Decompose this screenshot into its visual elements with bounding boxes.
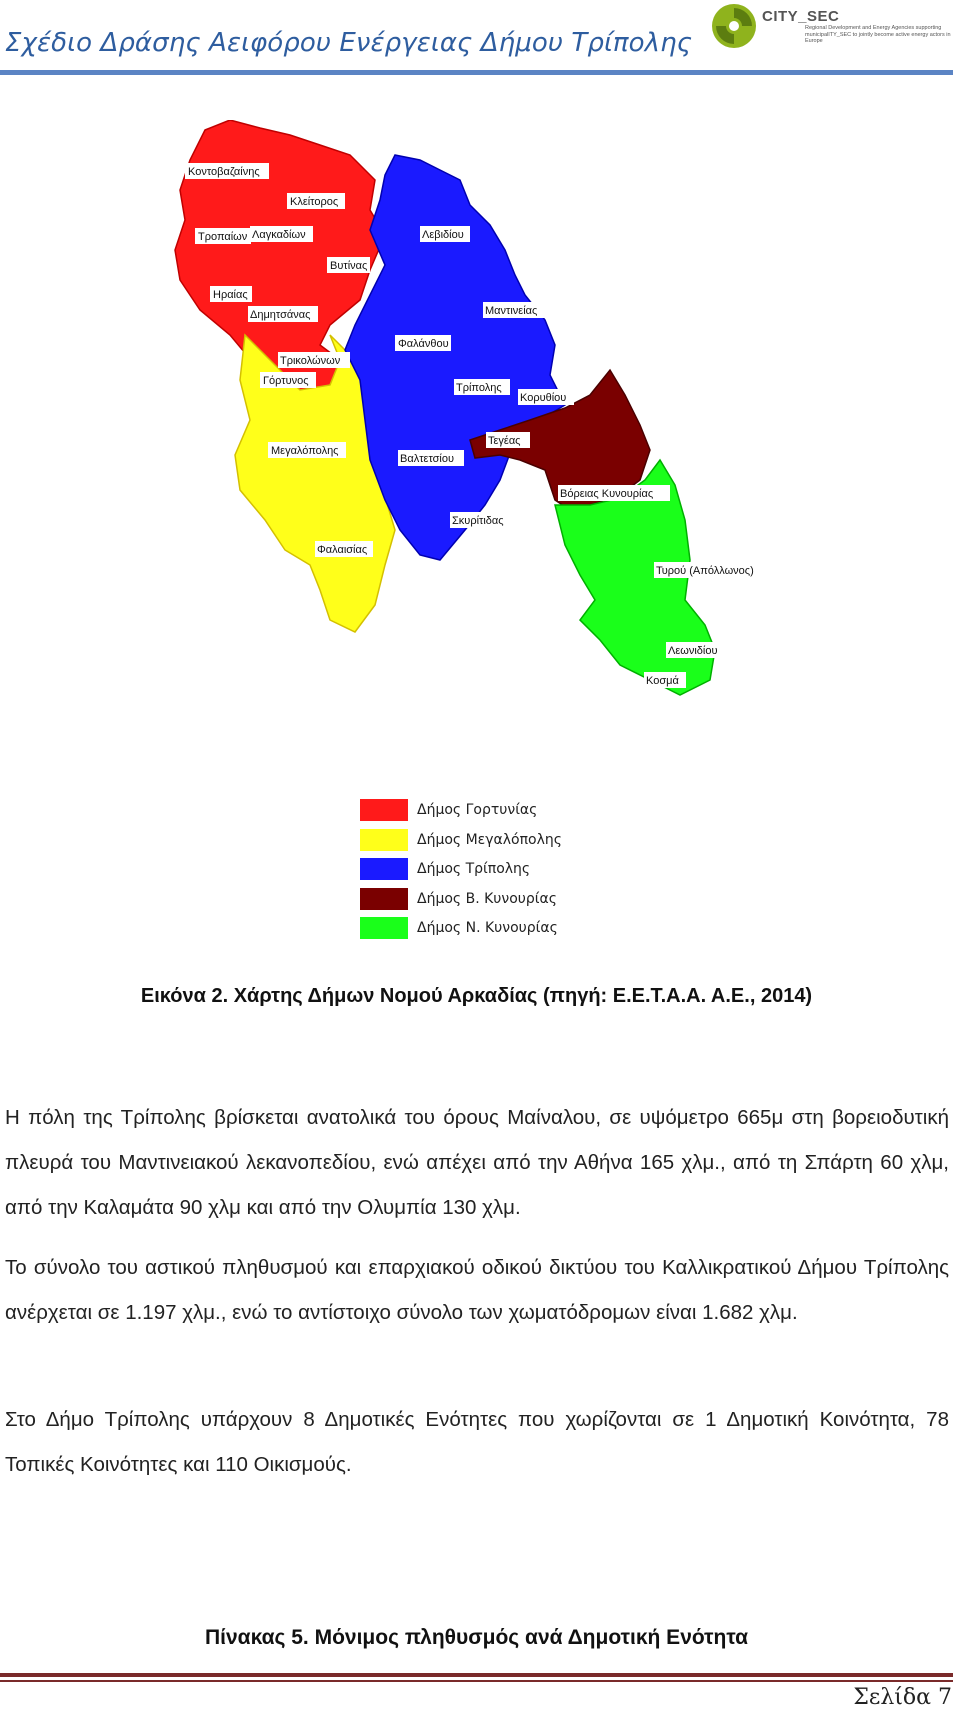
legend-swatch-tripoli bbox=[360, 858, 408, 880]
svg-text:Φαλαισίας: Φαλαισίας bbox=[317, 544, 368, 556]
legend-label-megalopoli: Δήμος Μεγαλόπολης bbox=[417, 831, 562, 848]
city-sec-emblem-icon bbox=[710, 2, 758, 50]
svg-text:Φαλάνθου: Φαλάνθου bbox=[398, 338, 449, 350]
label-levidiou bbox=[420, 226, 470, 242]
svg-text:Τρικολώνων: Τρικολώνων bbox=[280, 355, 341, 367]
logo-name: CITY_SEC bbox=[762, 8, 840, 25]
legend-swatch-voreia-kynouria bbox=[360, 888, 408, 910]
legend-label-gortynia: Δήμος Γορτυνίας bbox=[417, 802, 538, 818]
table-title: Πίνακας 5. Μόνιμος πληθυσμός ανά Δημοτική Ενότητα bbox=[204, 1626, 749, 1649]
svg-text:Σκυρίτιδας: Σκυρίτιδας bbox=[452, 515, 504, 527]
svg-text:Τρίπολης: Τρίπολης bbox=[456, 382, 502, 394]
label-skyritidas bbox=[450, 512, 516, 528]
label-tropaion bbox=[195, 228, 251, 244]
label-falanthou bbox=[395, 335, 451, 351]
header-rule bbox=[0, 70, 953, 75]
arcadia-municipalities-map bbox=[170, 120, 790, 760]
svg-text:Ηραίας: Ηραίας bbox=[213, 289, 248, 301]
label-korythiou bbox=[518, 389, 574, 405]
svg-text:Τυρού (Απόλλωνος): Τυρού (Απόλλωνος) bbox=[656, 565, 754, 577]
legend-swatch-megalopoli bbox=[360, 829, 408, 851]
svg-text:Δημητσάνας: Δημητσάνας bbox=[250, 309, 311, 321]
svg-text:Βυτίνας: Βυτίνας bbox=[330, 260, 368, 272]
label-falaisias bbox=[315, 541, 373, 557]
svg-text:Κλείτορος: Κλείτορος bbox=[290, 196, 339, 208]
label-megalopolis bbox=[268, 442, 346, 458]
city-sec-logo bbox=[710, 2, 955, 52]
label-iraias bbox=[210, 286, 252, 302]
svg-text:Λαγκαδίων: Λαγκαδίων bbox=[252, 229, 306, 241]
svg-text:Μαντινείας: Μαντινείας bbox=[485, 305, 538, 317]
svg-text:Βαλτετσίου: Βαλτετσίου bbox=[400, 453, 455, 465]
body-paragraph-2: Το σύνολο του αστικού πληθυσμού και επαρχιακού οδικού δικτύου του Καλλικρατικού Δήμου Τρίπολης ανέρχεται σε 1.197 χλμ., ενώ το αντίστοιχο σύνολο των χωματόδρομων είναι 1.682 χλμ. bbox=[5, 1256, 949, 1324]
label-vytinas bbox=[327, 257, 370, 273]
legend-swatch-gortynia bbox=[360, 799, 408, 821]
legend-label-notia-kynouria: Δήμος Ν. Κυνουρίας bbox=[417, 920, 558, 936]
label-kleitoros bbox=[287, 193, 345, 209]
label-valtetsiou bbox=[398, 450, 464, 466]
label-dimitsanas bbox=[248, 306, 318, 322]
label-trikolonon bbox=[278, 352, 350, 368]
svg-text:Κοσμά: Κοσμά bbox=[646, 675, 679, 687]
body-paragraph-3: Στο Δήμο Τρίπολης υπάρχουν 8 Δημοτικές Ενότητες που χωρίζονται σε 1 Δημοτική Κοινότητα, 78 Τοπικές Κοινότητες και 110 Οικισμούς. bbox=[5, 1408, 949, 1476]
svg-text:Γόρτυνος: Γόρτυνος bbox=[263, 375, 309, 387]
label-tegeas bbox=[486, 432, 530, 448]
figure-caption: Εικόνα 2. Χάρτης Δήμων Νομού Αρκαδίας (πηγή: Ε.Ε.Τ.Α.Α. Α.Ε., 2014) bbox=[140, 985, 813, 1007]
svg-text:Λεβιδίου: Λεβιδίου bbox=[422, 229, 464, 241]
label-gortynos bbox=[260, 372, 316, 388]
document-header-title: Σχέδιο Δράσης Αειφόρου Ενέργειας Δήμου Τρίπολης bbox=[5, 28, 693, 58]
footer-rule-thick bbox=[0, 1673, 953, 1677]
svg-text:Λεωνιδίου: Λεωνιδίου bbox=[668, 645, 718, 657]
svg-text:Τροπαίων: Τροπαίων bbox=[198, 231, 248, 243]
label-voreias-kynourias bbox=[558, 485, 670, 501]
svg-text:Βόρειας Κυνουρίας: Βόρειας Κυνουρίας bbox=[560, 488, 654, 500]
legend-label-voreia-kynouria: Δήμος Β. Κυνουρίας bbox=[417, 890, 557, 907]
page-number: Σελίδα 7 bbox=[853, 1685, 952, 1710]
label-tyrou bbox=[654, 562, 772, 578]
label-tripolis bbox=[454, 379, 510, 395]
label-lagkadion bbox=[250, 226, 313, 242]
svg-text:Κορυθίου: Κορυθίου bbox=[520, 392, 567, 404]
legend-label-tripoli: Δήμος Τρίπολης bbox=[417, 861, 531, 877]
label-leonidiou bbox=[666, 642, 726, 658]
logo-tagline: Regional Development and Energy Agencies supporting municipalITY_SEC to jointly become active energy actors in Europe bbox=[805, 25, 951, 44]
body-paragraph-1: Η πόλη της Τρίπολης βρίσκεται ανατολικά του όρους Μαίναλου, σε υψόμετρο 665μ στη βορειοδυτική πλευρά του Μαντινειακού λεκανοπεδίου, ενώ απέχει από την Αθήνα 165 χλμ., από τη Σπάρτη 60 χλμ, από την Καλαμάτα 90 χλμ και από την Ολυμπία 130 χλμ. bbox=[5, 1106, 949, 1219]
svg-text:Τεγέας: Τεγέας bbox=[488, 435, 521, 447]
svg-text:Κοντοβαζαίνης: Κοντοβαζαίνης bbox=[188, 166, 260, 178]
legend-swatch-notia-kynouria bbox=[360, 917, 408, 939]
footer-rule-thin bbox=[0, 1680, 953, 1682]
label-kosma bbox=[644, 672, 686, 688]
label-mantineias bbox=[483, 302, 545, 318]
label-kontovazainis bbox=[185, 163, 269, 179]
svg-text:Μεγαλόπολης: Μεγαλόπολης bbox=[271, 445, 339, 457]
